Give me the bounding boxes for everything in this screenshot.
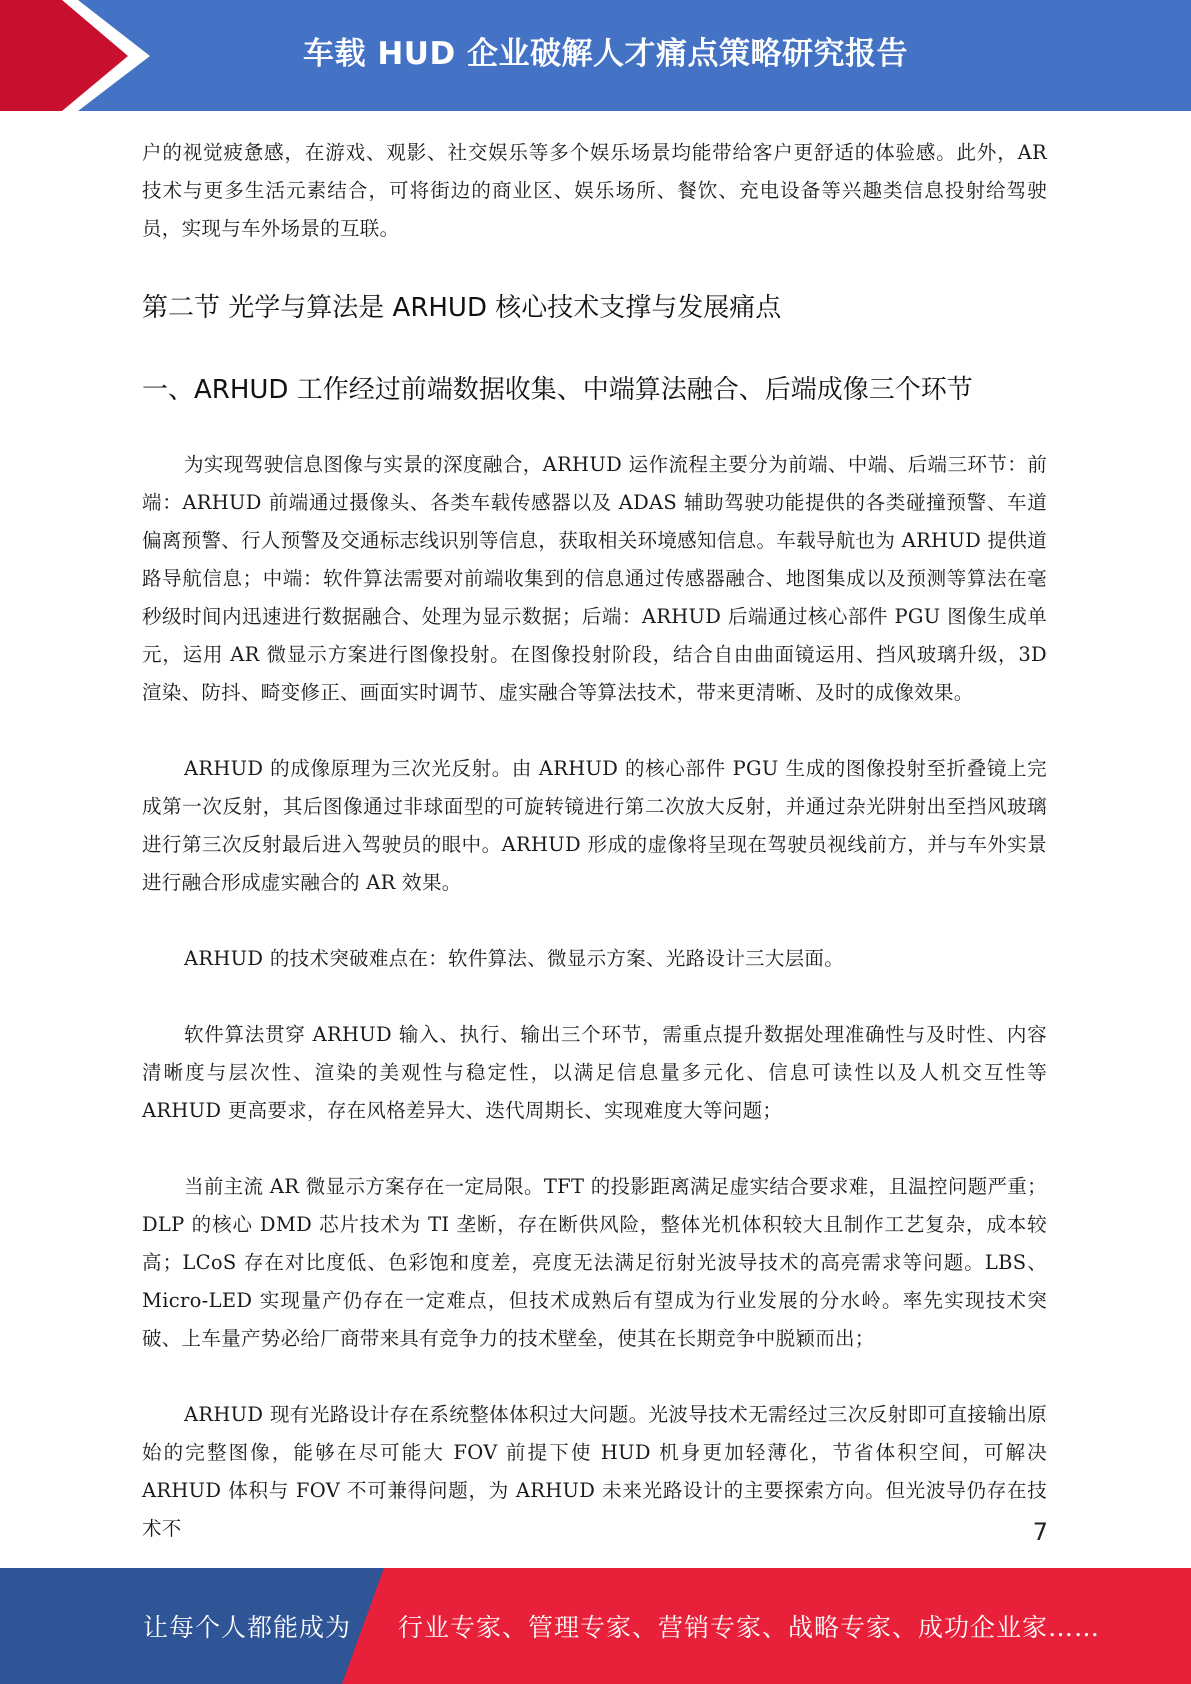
body-paragraph: 软件算法贯穿 ARHUD 输入、执行、输出三个环节，需重点提升数据处理准确性与及时性、内容清晰度与层次性、渲染的美观性与稳定性，以满足信息量多元化、信息可读性以及人机交互性等 ARHUD 更高要求，存在风格差异大、迭代周期长、实现难度大等问题； [142, 1023, 1047, 1122]
body-paragraph: ARHUD 现有光路设计存在系统整体体积过大问题。光波导技术无需经过三次反射即可直接输出原始的完整图像，能够在尽可能大 FOV 前提下使 HUD 机身更加轻薄化，节省体积空间，可解决 ARHUD 体积与 FOV 不可兼得问题，为 ARHUD 未来光路设计的主要探索方向。但光波导仍存在技术不 [142, 1403, 1047, 1540]
report-title: 车载 HUD 企业破解人才痛点策略研究报告 [303, 36, 908, 72]
page-header [0, 0, 1191, 111]
footer-slogan-left: 让每个人都能成为 [143, 1613, 352, 1642]
body-paragraph: ARHUD 的成像原理为三次光反射。由 ARHUD 的核心部件 PGU 生成的图像投射至折叠镜上完成第一次反射，其后图像通过非球面型的可旋转镜进行第二次放大反射，并通过杂光阱射出至挡风玻璃进行第三次反射最后进入驾驶员的眼中。ARHUD 形成的虚像将呈现在驾驶员视线前方，并与车外实景进行融合形成虚实融合的 AR 效果。 [142, 757, 1047, 894]
page-number: 7 [1032, 1518, 1048, 1546]
footer-slogan-right: 行业专家、管理专家、营销专家、战略专家、成功企业家…… [398, 1613, 1101, 1642]
section-heading: 第二节 光学与算法是 ARHUD 核心技术支撑与发展痛点 [142, 293, 782, 323]
intro-paragraph: 户的视觉疲惫感，在游戏、观影、社交娱乐等多个娱乐场景均能带给客户更舒适的体验感。此外，AR 技术与更多生活元素结合，可将街边的商业区、娱乐场所、餐饮、充电设备等兴趣类信息投射给驾驶员，实现与车外场景的互联。 [142, 141, 1047, 240]
page-footer [0, 1568, 1191, 1684]
subsection-heading: 一、ARHUD 工作经过前端数据收集、中端算法融合、后端成像三个环节 [142, 375, 973, 405]
body-paragraph: ARHUD 的技术突破难点在：软件算法、微显示方案、光路设计三大层面。 [184, 947, 845, 970]
document-body [142, 134, 1047, 1548]
body-paragraph: 为实现驾驶信息图像与实景的深度融合，ARHUD 运作流程主要分为前端、中端、后端三环节：前端：ARHUD 前端通过摄像头、各类车载传感器以及 ADAS 辅助驾驶功能提供的各类碰撞预警、车道偏离预警、行人预警及交通标志线识别等信息，获取相关环境感知信息。车载导航也为 ARHUD 提供道路导航信息；中端：软件算法需要对前端收集到的信息通过传感器融合、地图集成以及预测等算法在毫秒级时间内迅速进行数据融合、处理为显示数据；后端：ARHUD 后端通过核心部件 PGU 图像生成单元，运用 AR 微显示方案进行图像投射。在图像投射阶段，结合自由曲面镜运用、挡风玻璃升级，3D 渲染、防抖、畸变修正、画面实时调节、虚实融合等算法技术，带来更清晰、及时的成像效果。 [142, 453, 1047, 704]
body-paragraph: 当前主流 AR 微显示方案存在一定局限。TFT 的投影距离满足虚实结合要求难，且温控问题严重；DLP 的核心 DMD 芯片技术为 TI 垄断，存在断供风险，整体光机体积较大且制作工艺复杂，成本较高；LCoS 存在对比度低、色彩饱和度差，亮度无法满足衍射光波导技术的高亮需求等问题。LBS、Micro-LED 实现量产仍存在一定难点，但技术成熟后有望成为行业发展的分水岭。率先实现技术突破、上车量产势必给厂商带来具有竞争力的技术壁垒，使其在长期竞争中脱颖而出； [142, 1175, 1047, 1350]
